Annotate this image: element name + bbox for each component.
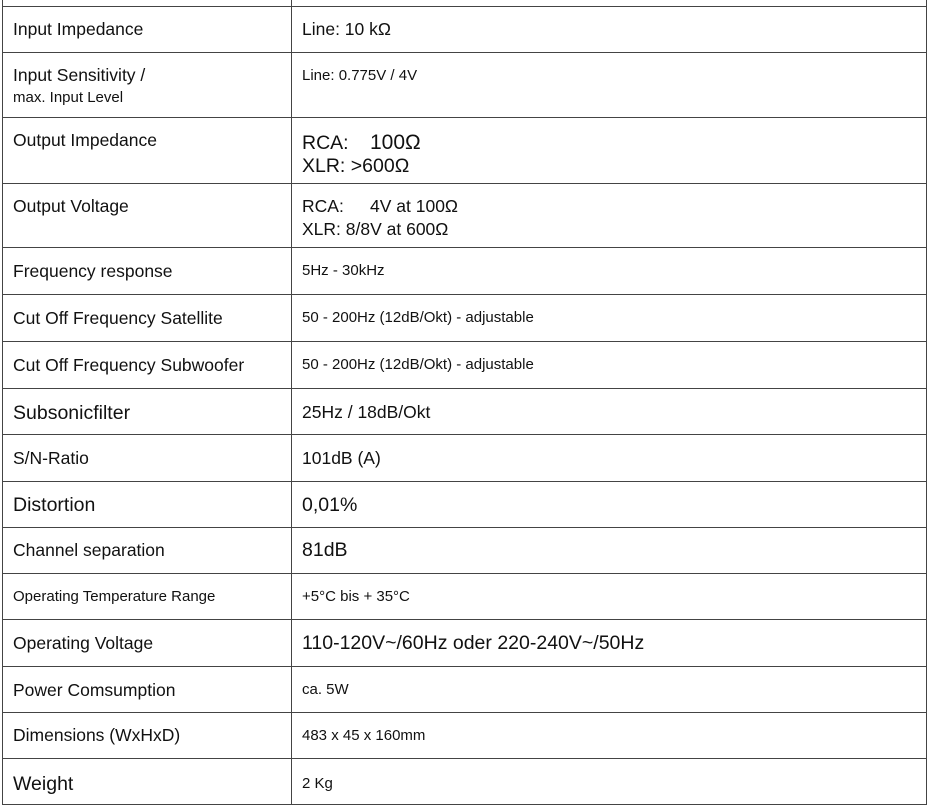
spec-label-cell — [3, 53, 292, 118]
spec-value-cell — [292, 574, 927, 620]
spec-label: Input Sensitivity / — [13, 65, 146, 85]
table-row — [3, 389, 927, 435]
spec-table — [2, 0, 927, 805]
spec-label-cell — [3, 713, 292, 759]
spec-label-cell — [3, 342, 292, 389]
spec-value-cell — [292, 118, 927, 184]
table-row — [3, 342, 927, 389]
spec-value: +5°C bis + 35°C — [302, 588, 410, 605]
spec-value-cell — [292, 482, 927, 528]
table-row — [3, 759, 927, 805]
spec-value: 5Hz - 30kHz — [302, 262, 385, 279]
spec-label-cell — [3, 389, 292, 435]
spec-label: Cut Off Frequency Subwoofer — [13, 355, 245, 375]
table-row — [3, 482, 927, 528]
spec-value: 110-120V~/60Hz oder 220-240V~/50Hz — [302, 632, 645, 654]
spec-value-cell — [292, 295, 927, 342]
spec-value: XLR: 8/8V at 600Ω — [302, 219, 449, 239]
spec-label: Frequency response — [13, 261, 173, 281]
spec-label: Output Voltage — [13, 196, 129, 216]
spec-value: 100Ω — [370, 131, 421, 154]
table-row — [3, 53, 927, 118]
spec-value: 50 - 200Hz (12dB/Okt) - adjustable — [302, 356, 534, 373]
spec-value: 0,01% — [302, 494, 358, 516]
spec-label: Distortion — [13, 494, 96, 516]
spec-label-cell — [3, 667, 292, 713]
spec-value: 4V at 100Ω — [370, 196, 459, 216]
table-row — [3, 295, 927, 342]
table-row — [3, 574, 927, 620]
spec-label: Weight — [13, 773, 74, 795]
spec-label: Cut Off Frequency Satellite — [13, 308, 223, 328]
table-row — [3, 184, 927, 248]
spec-label-cell — [3, 7, 292, 53]
spec-value-cell — [292, 620, 927, 667]
table-row — [3, 667, 927, 713]
spec-label-cell — [3, 435, 292, 482]
spec-value: 2 Kg — [302, 775, 333, 792]
spec-label-cell — [3, 574, 292, 620]
spec-value: Line: 10 kΩ — [302, 19, 391, 39]
spec-value-cell — [292, 759, 927, 805]
spec-value-cell — [292, 435, 927, 482]
spec-value: ca. 5W — [302, 681, 349, 698]
spec-value: 81dB — [302, 539, 348, 561]
spec-value-cell — [292, 7, 927, 53]
spec-value-cell — [292, 389, 927, 435]
spec-value: 483 x 45 x 160mm — [302, 727, 426, 744]
spec-value: 50 - 200Hz (12dB/Okt) - adjustable — [302, 309, 534, 326]
spec-label: Operating Voltage — [13, 633, 154, 653]
spec-label-cell — [3, 248, 292, 295]
spec-label-cell — [3, 528, 292, 574]
spec-value: 25Hz / 18dB/Okt — [302, 402, 431, 422]
spec-label: Power Comsumption — [13, 680, 176, 700]
spec-value: XLR: >600Ω — [302, 155, 410, 178]
table-row — [3, 713, 927, 759]
spec-value-cell — [292, 184, 927, 248]
table-row — [3, 528, 927, 574]
table-row — [3, 248, 927, 295]
spec-label: Subsonicfilter — [13, 402, 131, 424]
spec-label-cell — [3, 118, 292, 184]
spec-value-cell — [292, 342, 927, 389]
spec-label: Input Impedance — [13, 19, 144, 39]
spec-label-cell — [3, 295, 292, 342]
spec-label-sub: max. Input Level — [13, 89, 124, 106]
spec-value: 101dB (A) — [302, 448, 381, 468]
table-row — [3, 7, 927, 53]
table-row — [3, 435, 927, 482]
spec-label: Output Impedance — [13, 130, 157, 150]
spec-label: Dimensions (WxHxD) — [13, 725, 181, 745]
spec-label: Operating Temperature Range — [13, 588, 216, 605]
spec-value-cell — [292, 667, 927, 713]
spec-value-cell — [292, 248, 927, 295]
spec-value-key: RCA: — [302, 196, 344, 216]
spec-value-cell — [292, 713, 927, 759]
spec-label-cell — [3, 482, 292, 528]
spec-label-cell — [3, 184, 292, 248]
spec-label-cell — [3, 620, 292, 667]
spec-value-cell — [292, 53, 927, 118]
spec-label-cell — [3, 759, 292, 805]
spec-value: Line: 0.775V / 4V — [302, 67, 418, 84]
table-row — [3, 620, 927, 667]
spec-label: Channel separation — [13, 540, 165, 560]
table-row — [3, 118, 927, 184]
spec-value-key: RCA: — [302, 132, 349, 154]
spec-value-cell — [292, 528, 927, 574]
spec-label: S/N-Ratio — [13, 448, 89, 468]
